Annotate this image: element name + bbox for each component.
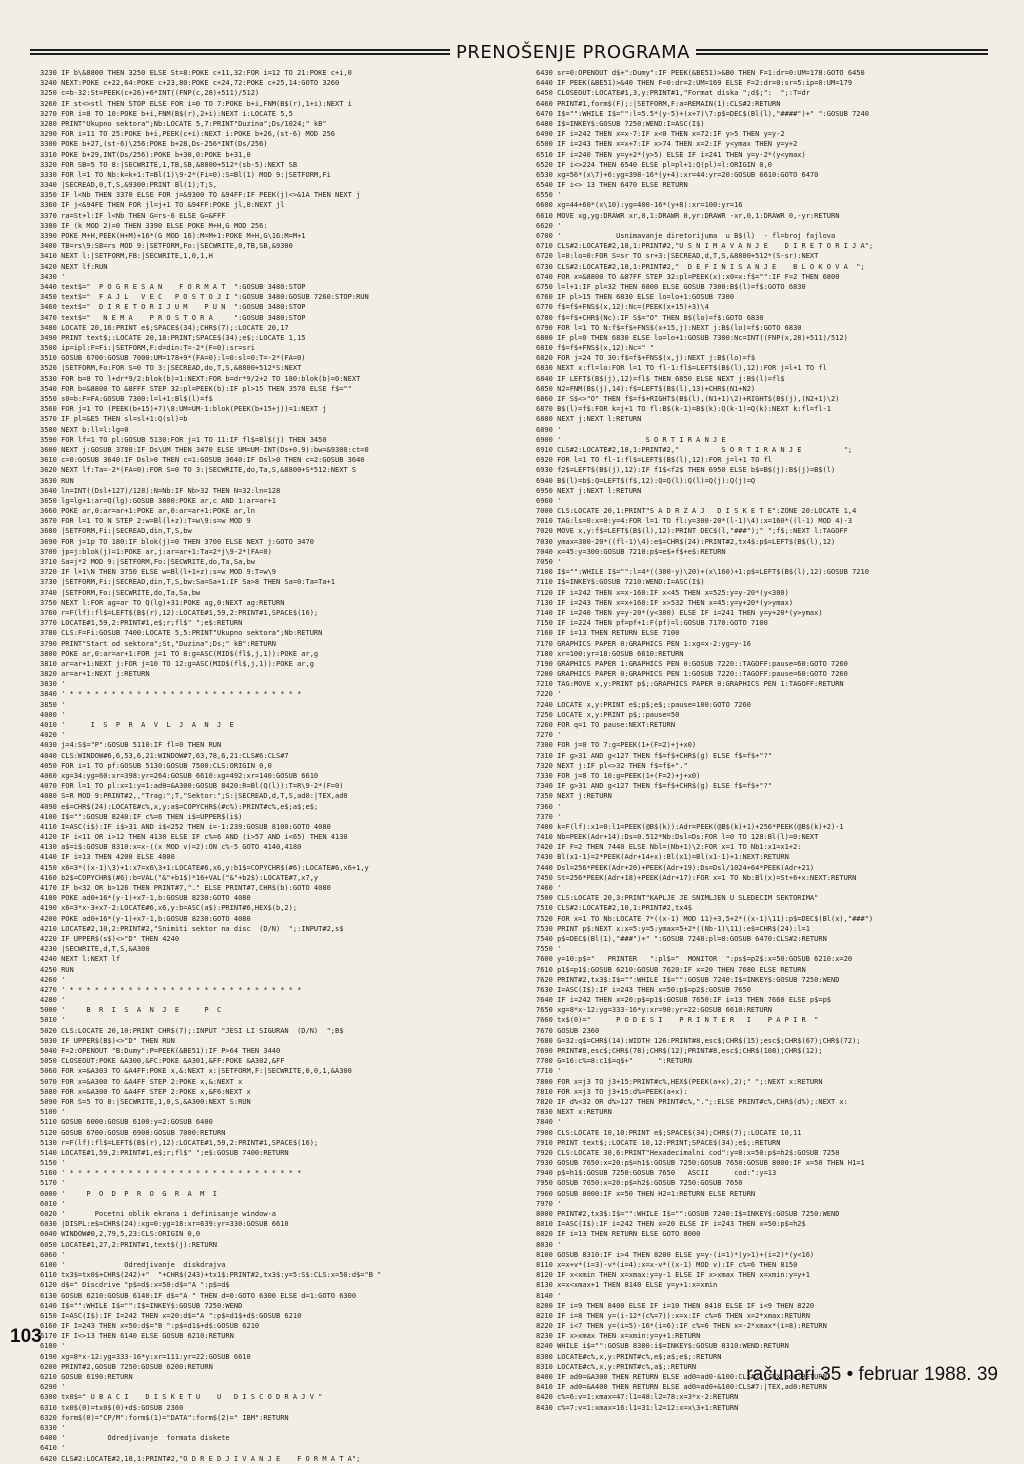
code-line: 3780 CLS:F=Fi:GOSUB 7400:LOCATE 5,5:PRINT"Ukupno sektora";Nb:RETURN [40, 629, 323, 638]
code-line: 7530 PRINT p$:NEXT x:x=5:y=5:ymax=5+2*((Nb-1)\11):e$=CHR$(24):l=1 [536, 924, 810, 933]
code-line: 7160 IF i=13 THEN RETURN ELSE 7100 [536, 629, 680, 638]
code-line: 3790 PRINT"Start od sektora";St,"Duzina";Ds;" kB":RETURN [40, 639, 277, 648]
code-line: 7680 G=32:q$=CHR$(14):WIDTH 126:PRINT#8,esc$;CHR$(15);esc$;CHR$(67);CHR$(72); [536, 1036, 861, 1045]
code-line: 6550 ' [536, 191, 562, 200]
code-line: 8120 IF x<xmin THEN x=xmax:y=y-1 ELSE IF x>xmax THEN x=xmin:y=y+1 [536, 1271, 810, 1280]
code-line: 4250 RUN [40, 965, 74, 974]
code-line: 6470 I$="":WHILE I$="":l=5.5*(y-5)+(x+7)\7:p$=DEC$(Bl(l),"####")+" ":GOSUB 7240 [536, 109, 869, 118]
code-line: 4120 IF i<11 OR i>12 THEN 4130 ELSE IF c%=6 AND (i>57 AND i<65) THEN 4130 [40, 833, 348, 842]
code-line: 7940 p$=h1$:GOSUB 7250:GOSUB 7650 ASCII cod:":y=13 [536, 1169, 777, 1178]
code-line: 7960 GOSUB 8000:IF x=50 THEN H2=1:RETURN ELSE RETURN [536, 1189, 756, 1198]
code-line: 5080 FOR x=&A300 TO &A4FF STEP 2:POKE x,&F6:NEXT x [40, 1087, 251, 1096]
code-line: 7920 CLS:LOCATE 30,6:PRINT"Hexadecimalni cod":y=8:x=50:p$=h2$:GOSUB 7250 [536, 1148, 840, 1157]
code-line: 4040 CLS:WINDOW#6,6,53,6,21:WINDOW#7,63,78,6,21:CLS#6:CLS#7 [40, 751, 289, 760]
code-line: 4060 xg=34:yg=60:xr=398:yr=264:GOSUB 6610:xg=492:xr=140:GOSUB 6610 [40, 771, 319, 780]
code-line: 6020 ' Pocetni oblik ekrana i definisanje window-a [40, 1210, 277, 1218]
code-line: 7840 ' [536, 1118, 562, 1127]
code-line: 8010 I=ASC(I$):IF i=242 THEN x=20 ELSE IF i=243 THEN x=50:p$=h2$ [536, 1220, 806, 1229]
code-line: 7110 I$=INKEY$:GOSUB 7210:WEND:I=ASC(I$) [536, 578, 705, 587]
code-line: 5160 ' * * * * * * * * * * * * * * * * * * * * * * * * * * * * [40, 1169, 302, 1178]
code-line: 3800 POKE ar,0:ar=ar+1:FOR j=1 TO 8:g=ASC(MID$(fl$,j,1)):POKE ar,g [40, 649, 319, 658]
code-line: 6960 ' [536, 496, 562, 505]
code-line: 3510 GOSUB 6700:GOSUB 7000:UM=178+9*(FA=0):l=0:sl=0:T=-2*(FA=0) [40, 354, 306, 363]
code-line: 5170 ' [40, 1179, 66, 1188]
code-line: 4220 IF UPPER$(s$)<>"D" THEN 4240 [40, 934, 180, 943]
code-line: 3280 PRINT"Ukupno sektora";Nb:LOCATE 5,7:PRINT"Duzina";Ds/1024;" kB" [40, 119, 327, 128]
code-line: 3490 PRINT text$;:LOCATE 20,18:PRINT;SPACE$(34);e$;:LOCATE 1,15 [40, 333, 306, 342]
code-line: 3250 c=b-32:St=PEEK(c+26)+6*INT((FNP(c,28)+511)/512) [40, 89, 260, 98]
code-line: 7310 IF g>31 AND g<127 THEN f$=f$+CHR$(g) ELSE f$=f$+"?" [536, 751, 773, 760]
code-line: 6870 B$(l)=f$:FOR k=j+1 TO fl:B$(k-1)=B$(k):Q(k-1)=Q(k):NEXT k:fl=fl-1 [536, 405, 832, 414]
code-line: 7430 Bl(x1-1)=2*PEEK(Adr+14+x):Bl(x1)=Bl(x1-1)+1:NEXT:RETURN [536, 853, 789, 862]
code-line: 7030 ymax=300-20*((fl-1)\4):e$=CHR$(24):PRINT#2,tx4$:p$=LEFT$(B$(l),12) [536, 537, 836, 546]
code-line: 7440 Dsl=256*PEEK(Adr+20)+PEEK(Adr+19):Ds=Dsl/1024+64*PEEK(Adr+21) [536, 863, 815, 872]
code-line: 6940 B$(l)=b$:Q=LEFT$(f$,12):Q=Q(l):Q(l)=Q(j):Q(j)=Q [536, 476, 756, 485]
code-line: 6520 IF i<>224 THEN 6540 ELSE pl=pl+1:Q(pl)=l:ORIGIN 0,0 [536, 160, 773, 169]
code-line: 7050 ' [536, 558, 562, 566]
magazine-issue: računari 35 • februar 1988. 39 [746, 1364, 998, 1385]
code-line: 6950 NEXT j:NEXT l:RETURN [536, 486, 642, 495]
code-line: 5050 CLOSEOUT:POKE &A300,&FC:POKE &A301,&FF:POKE &A302,&FF [40, 1057, 285, 1066]
code-line: 3530 FOR b=0 TO l+dr*9/2:blok(b)=1:NEXT:FOR b=dr*9/2+2 TO 180:blok(b)=0:NEXT [40, 374, 361, 383]
code-line: 6830 NEXT x:fl=lo:FOR l=1 TO fl-1:fl$=LEFT$(B$(l),12):FOR j=l+1 TO fl [536, 364, 827, 373]
code-line: 7830 NEXT x:RETURN [536, 1108, 612, 1117]
code-line: 7210 TAG:MOVE x,y:PRINT p$;:GRAPHICS PAPER 0:GRAPHICS PEN 1:TAGOFF:RETURN [536, 680, 844, 689]
code-line: 6200 PRINT#2,GOSUB 7250:GOSUB 6200:RETURN [40, 1362, 213, 1371]
code-line: 6750 l=l+1:IF pl=32 THEN 6800 ELSE GOSUB 7300:B$(l)=f$:GOTO 6830 [536, 282, 806, 291]
code-line: 7010 TAG:ls=0:x=0:y=4:FOR l=1 TO fl:y=300-20*(l-1)\4):x=160*((l-1) MOD 4)-3 [536, 517, 853, 526]
code-line: 3610 c=0:GOSUB 3640:IF Dsl>0 THEN c=1:GOSUB 3640:IF Dsl>0 THEN c=2:GOSUB 3640 [40, 456, 365, 465]
code-line: 7670 GOSUB 2360 [536, 1026, 600, 1035]
code-line: 3360 IF j<&94FE THEN FOR jl=j+1 TO &94FF:POKE jl,0:NEXT jl [40, 201, 285, 210]
code-line: 8430 c%=7:v=1:xmax=16:l1=31:l2=12:x=x\3+1:RETURN [536, 1403, 739, 1412]
code-line: 5000 ' B R I S A N J E P C [40, 1006, 222, 1015]
code-line: 7690 PRINT#8,esc$;CHR$(78);CHR$(12);PRINT#8,esc$;CHR$(108);CHR$(12); [536, 1047, 823, 1055]
code-line: 6710 CLS#2:LOCATE#2,18,1:PRINT#2,"U S N I M A V A N J E D I R E T O R I J A"; [536, 242, 874, 251]
code-line: 7510 CLS#2:LOCATE#2,10,1:PRINT#2,tx4$ [536, 904, 692, 913]
code-line: 7930 GOSUB 7650:x=20:p$=h1$:GOSUB 7250:GOSUB 7650:GOSUB 8000:IF x=50 THEN H1=1 [536, 1159, 865, 1168]
code-line: 3680 |SETFORM,Fi:|SECREAD,din,T,S,bw [40, 527, 192, 536]
code-line: 6730 CLS#2:LOCATE#2,18,1:PRINT#2," D E F I N I S A N J E B L O K O V A "; [536, 262, 865, 271]
code-line: 7180 xr=100:yr=18:GOSUB 6610:RETURN [536, 649, 684, 658]
code-line: 7040 x=45:y=300:GOSUB 7210:p$=e$+f$+e$:RETURN [536, 547, 726, 556]
code-line: 3630 RUN [40, 476, 74, 485]
code-line: 6930 f2$=LEFT$(B$(j),12):IF f1$<f2$ THEN 6950 ELSE b$=B$(j):B$(j)=B$(l) [536, 466, 836, 475]
code-line: 7340 IF g>31 AND g<127 THEN f$=f$+CHR$(g) ELSE f$=f$+"?" [536, 782, 773, 791]
code-line: 3460 text$=" D I R E T O R I J U M P U N ":GOSUB 3480:STOP [40, 303, 306, 312]
code-line: 6170 IF I<>13 THEN 6140 ELSE GOSUB 6210:RETURN [40, 1332, 234, 1341]
code-line: 5070 FOR x=&A300 TO &A4FF STEP 2:POKE x,&:NEXT x [40, 1077, 243, 1086]
code-line: 7170 GRAPHICS PAPER 0:GRAPHICS PEN 1:xg=x-2:yg=y-16 [536, 639, 751, 648]
code-line: 8200 IF i=9 THEN 8400 ELSE IF i=10 THEN 8410 ELSE IF i<9 THEN 8220 [536, 1301, 815, 1310]
code-line: 6860 IF S$<>"O" THEN f$=f$+RIGHT$(B$(l),(N1+1)\2)+RIGHT$(B$(j),(N2+1)\2) [536, 395, 840, 403]
code-line: 4200 POKE ad0+16*(y-1)+x7-1,b:GOSUB 8230:GOTO 4080 [40, 914, 251, 923]
code-line: 6300 tx0$=" U B A C I D I S K E T U U D I S C O D R A J V " [40, 1393, 323, 1402]
code-line: 8420 c%=6:v=1:xmax=47:l1=48:l2=78:x=3*x-2:RETURN [536, 1393, 739, 1402]
code-line: 8220 IF i<7 THEN y=(i=5)-16*(i=6):IF c%=6 THEN x=-2*xmax*(i=8):RETURN [536, 1322, 827, 1331]
code-line: 4240 NEXT l:NEXT lf [40, 955, 121, 964]
code-line: 4190 x6=3*x-3+x7-2:LOCATE#6,x6,y:b=ASC(a$):PRINT#6,HEX$(b,2); [40, 904, 298, 913]
code-line: 7550 ' [536, 945, 562, 954]
code-line: 3810 ar=ar+1:NEXT j:FOR j=10 TO 12:g=ASC(MID$(fl$,j,1)):POKE ar,g [40, 659, 314, 668]
code-line: 6770 f$=f$+FNS$(x,12):Nc=(PEEK(x+15)+3)\4 [536, 303, 709, 312]
code-line: 3850 ' [40, 700, 66, 709]
code-line: 4070 FOR l=1 TO pl:x=1:y=1:ad0=&A300:GOSUB 8420:R=Bl(Q(l)):T=R\9-2*(F=0) [40, 782, 344, 791]
code-line: 5110 GOSUB 6000:GOSUB 6100:y=2:GOSUB 6400 [40, 1118, 213, 1127]
code-line: 4150 x6=3*((x-1)\3)+1:x7=x6\3+1:LOCATE#6,x6,y:b1$=COPYCHR$(#6):LOCATE#6,x6+1,y [40, 863, 369, 872]
code-line: 7300 FOR j=0 TO 7:g=PEEK(1+(F=2)+j+x0) [536, 741, 697, 750]
code-line: 3390 POKE M+H,PEEK(H+M)+16*(G MOD 16):M=M+1:POKE M+H,G\16:M=M+1 [40, 232, 306, 240]
page-number: 103 [10, 1326, 42, 1347]
code-line: 6130 GOSUB 6210:GOSUB 6140:IF d$="A " THEN d=0:GOTO 6300 ELSE d=1:GOTO 6300 [40, 1291, 357, 1300]
code-line: 8110 x=x+v*(i=3)-v*(i=4):x=x-v*((x-1) MOD v):IF c%=6 THEN 8150 [536, 1260, 798, 1269]
code-line: 6910 CLS#2:LOCATE#2,18,1:PRINT#2," S O R T I R A N J E "; [536, 445, 853, 454]
code-line: 6100 ' Odredjivanje diskdrajva [40, 1260, 226, 1269]
code-line: 4010 ' I S P R A V L J A N J E [40, 721, 234, 729]
code-line: 3240 NEXT:POKE c+22,64:POKE c+23,80:POKE c+24,72:POKE c+25,14:GOTO 3260 [40, 79, 340, 88]
code-line: 3690 FOR j=1p TO 180:IF blok(j)=0 THEN 3700 ELSE NEXT j:GOTO 3470 [40, 537, 314, 546]
code-line: 7420 IF F=2 THEN 7440 ELSE Nbl=(Nb+1)\2:FOR x=1 TO Nb1:x1=x1+2: [536, 843, 802, 852]
code-line: 6050 LOCATE#1,27,2:PRINT#1,text$(j):RETURN [40, 1240, 218, 1249]
code-line: 4030 j=4:S$="P":GOSUB 5110:IF fl=0 THEN RUN [40, 741, 222, 750]
code-line: 6700 ' Usnimavanje diretorijuma u B$(l) - fl=broj fajlova [536, 232, 836, 240]
code-line: 6720 l=0:lo=0:FOR S=sr TO sr+3:|SECREAD,d,T,S,&8800+512*(S-sr):NEXT [536, 252, 819, 261]
code-line: 3820 ar=ar+1:NEXT j:RETURN [40, 670, 150, 679]
code-line: 8030 ' [536, 1240, 562, 1249]
code-line: 5040 F=2:OPENOUT "B:Dumy":P=PEEK(&BE51):IF P>64 THEN 3440 [40, 1047, 281, 1055]
code-line: 6810 f$=f$+FNS$(x,12):Nc=" " [536, 344, 655, 353]
code-line: 8240 WHILE i$="":GOSUB 8300:i$=INKEY$:GOSUB 8310:WEND:RETURN [536, 1342, 789, 1351]
code-line: 6180 ' [40, 1342, 66, 1351]
code-line: 6740 FOR x=&8800 TO &87FF STEP 32:pl=PEEK(x):x0=x:f$="":IF F=2 THEN 6800 [536, 272, 840, 281]
code-line: 7950 GOSUB 7650:x=20:p$=h2$:GOSUB 7250:GOSUB 7650 [536, 1179, 743, 1188]
code-line: 7520 FOR x=1 TO Nb:LOCATE 7*((x-1) MOD 11)+3,5+2*((x-1)\11):p$=DEC$(Bl(x),"###") [536, 914, 874, 923]
code-line: 7540 p$=DEC$(Bl(1),"###")+" ":GOSUB 7240:pl=0:GOSUB 6470:CLS#2:RETURN [536, 934, 827, 943]
code-line: 3270 FOR i=8 TO 10:POKE b+i,FNM(B$(r),2+i):NEXT i:LOCATE 5,5 [40, 109, 293, 118]
code-line: 5120 GOSUB 6700:GOSUB 6900:GOSUB 7000:RETURN [40, 1128, 226, 1137]
code-line: 7140 IF i=240 THEN y=y-20*(y<300) ELSE IF i=241 THEN y=y+20*(y>ymax) [536, 608, 823, 617]
code-line: 5140 LOCATE#1,59,2:PRINT#1,e$;r;fl$" ";e$:GOSUB 7400:RETURN [40, 1148, 289, 1157]
code-line: 6880 NEXT j:NEXT l:RETURN [536, 415, 642, 424]
code-line: 6850 N2=FNM(B$(j),14):f$=LEFT$(B$(l),13)+CHR$(N1+N2) [536, 384, 756, 393]
code-line: 5150 ' [40, 1159, 66, 1168]
section-title: PRENOŠENJE PROGRAMA [450, 42, 696, 63]
code-line: 7630 I=ASC(I$):IF i=243 THEN x=50:p$=p2$:GOSUB 7650 [536, 985, 751, 994]
code-line: 6600 xg=44+60*(x\10):yg=400-16*(y+8):xr=100:yr=16 [536, 201, 743, 210]
code-line: 7970 ' [536, 1199, 562, 1208]
code-line: 6320 form$(0)="CP/M":form$(1)="DATA":form$(2)=" IBM":RETURN [40, 1413, 289, 1422]
code-line: 3230 IF b\&8800 THEN 3250 ELSE St=8:POKE c+11,32:FOR i=12 TO 21:POKE c+i,0 [40, 69, 352, 77]
code-line: 6110 tx3$=tx0$+CHR$(242)+" "+CHR$(243)+tx1$:PRINT#2,tx3$:y=5:S$:CLS:x=50:d$="B " [40, 1271, 382, 1280]
code-line: 7220 ' [536, 690, 562, 699]
code-line: 3330 FOR l=1 TO Nb:k=k+1:T=Bl(1)\9-2*(Fi=0):S=Bl(1) MOD 9:|SETFORM,Fi [40, 170, 331, 179]
code-line: 3840 ' * * * * * * * * * * * * * * * * * * * * * * * * * * * * [40, 690, 302, 699]
code-line: 7200 GRAPHICS PAPER 0:GRAPHICS PEN 1:GOSUB 7220::TAGOFF:pause=60:GOTO 7260 [536, 670, 848, 679]
code-line: 5030 IF UPPER$(B$)<>"D" THEN RUN [40, 1036, 175, 1045]
code-line: 6800 IF pl=0 THEN 6830 ELSE lo=lo+1:GOSUB 7300:Nc=INT((FNP(x,28)+511)/512) [536, 333, 848, 342]
code-line: 7810 FOR x=j3 TO j3+15:d%=PEEK(a+x): [536, 1087, 688, 1096]
code-line: 4100 I$="":GOSUB 8240:IF c%=6 THEN i$=UPPER$(i$) [40, 812, 243, 821]
code-line: 3320 FOR SB=5 TO 8:|SECWRITE,1,TB,SB,&8800+512*(sb-5):NEXT SB [40, 160, 298, 169]
code-line: 3750 NEXT l:FOR ag=ar TO Q(lg)+31:POKE ag,0:NEXT ag:RETURN [40, 598, 285, 607]
code-line: 6780 f$=f$+CHR$(Nc):IF S$="O" THEN B$(lo)=f$:GOTO 6830 [536, 313, 764, 322]
code-line: 7360 ' [536, 802, 562, 811]
code-line: 6120 d$=" Discdrive "p$=d$:x=50:d$="A ":p$=d$ [40, 1281, 230, 1290]
code-line: 7100 I$="":WHILE I$="":l=4*((300-y)\20)+(x\160)+1:p$=LEFT$(B$(l),12):GOSUB 7210 [536, 568, 869, 577]
code-line: 6440 IF PEEK(&BE51)>&40 THEN F=0:dr=2:UM=169 ELSE F=2:dr=0:sr=5:ip=0:UM=179 [536, 79, 853, 88]
code-line: 8210 IF i=8 THEN y=(i-12*(c%=7)):x=x:IF c%=6 THEN x=2*xmax:RETURN [536, 1311, 810, 1320]
code-line: 4130 a$=i$:GOSUB 8310:x=x-((x MOD v)=2):ON c%-5 GOTO 4140,4180 [40, 843, 302, 852]
code-line: 4170 IF b<32 OR b>126 THEN PRINT#7,"." ELSE PRINT#7,CHR$(b):GOTO 4080 [40, 884, 331, 892]
code-line: 6400 ' Odredjivanje formata diskete [40, 1434, 230, 1443]
code-line: 3650 lg=lg+1:ar=Q(lg):GOSUB 3800:POKE ar,c AND 1:ar=ar+1 [40, 496, 277, 505]
code-line: 7130 IF i=243 THEN x=x+160:IF x>532 THEN x=45:y=y+20*(y>ymax) [536, 598, 794, 607]
code-line: 4140 IF i=13 THEN 4200 ELSE 4080 [40, 853, 175, 862]
code-line: 8130 x=x<xmax+1 THEN 8140 ELSE y=y+1:x=xmin [536, 1281, 718, 1290]
code-line: 6420 CLS#2:LOCATE#2,18,1:PRINT#2,"O D R E D J I V A N J E F O R M A T A"; [40, 1454, 361, 1463]
code-line: 4270 ' * * * * * * * * * * * * * * * * * * * * * * * * * * * * [40, 985, 302, 994]
code-line: 4110 I=ASC(i$):IF i$>31 AND i$<252 THEN i=-1:239:GOSUB 8100:GOTO 4080 [40, 822, 331, 831]
code-line: 6330 ' [40, 1423, 66, 1432]
code-line: 4090 e$=CHR$(24):LOCATE#c%,x,y:a$=COPYCHR$(#c%):PRINT#c%,e$;a$;e$; [40, 802, 319, 811]
code-line: 6540 IF i<> 13 THEN 6470 ELSE RETURN [536, 181, 688, 190]
code-line: 6890 ' [536, 425, 562, 434]
code-line: 3410 NEXT l:|SETFORM,FB:|SECWRITE,1,0,1,H [40, 252, 213, 261]
code-line: 6310 tx0$(0)=tx0$(0)+d$:GOSUB 2360 [40, 1403, 184, 1412]
code-line: 6490 IF i=242 THEN x=x-7:IF x<0 THEN x=72:IF y>5 THEN y=y-2 [536, 130, 785, 139]
code-line: 3760 r=F(lf):fl$=LEFT$(B$(r),12):LOCATE#1,59,2:PRINT#1,SPACE$(16); [40, 608, 319, 617]
code-line: 7250 LOCATE x,y:PRINT p$;:pause=50 [536, 710, 680, 719]
code-line: 3350 IF l<Nb THEN 3370 ELSE FOR j=&9300 TO &94FF:IF PEEK(j)<>&1A THEN NEXT j [40, 191, 361, 200]
code-line: 3480 LOCATE 20,16:PRINT e$;SPACE$(34);CHR$(7);:LOCATE 20,17 [40, 323, 289, 332]
code-line: 3580 NEXT b:ll=l:lg=0 [40, 425, 129, 434]
code-line: 6530 xg=56*(x\7)+6:yg=398-16*(y+4):xr=44:yr=20:GOSUB 6610:GOTO 6470 [536, 170, 819, 179]
code-line: 6000 ' P O D P R O G R A M I [40, 1189, 218, 1198]
code-line: 3440 text$=" P O G R E S A N F O R M A T ":GOSUB 3480:STOP [40, 282, 306, 291]
code-line: 6620 ' [536, 221, 562, 230]
code-line: 7610 p1$=p1$:GOSUB 6210:GOSUB 7620:IF x=20 THEN 7680 ELSE RETURN [536, 965, 806, 974]
code-line: 7450 St=256*PEEK(Adr+18)+PEEK(Adr+17):FOR x=1 TO Nb:Bl(x)=St+6+x:NEXT:RETURN [536, 873, 857, 882]
code-line: 7500 CLS:LOCATE 20,3:PRINT"KAPLJE JE SNIMLJEN U SLEDECIM SEKTORIMA" [536, 894, 819, 903]
code-line: 3710 Sa=j*2 MOD 9:|SETFORM,Fo:|SECWRITE,do,Ta,Sa,bw [40, 558, 255, 566]
code-line: 4260 ' [40, 975, 66, 984]
code-line: 3400 TB=rs\9:SB=rs MOD 9:|SETFORM,Fo:|SECWRITE,0,TB,SB,&9300 [40, 242, 293, 251]
code-line: 7910 PRINT text$;:LOCATE 10,12:PRINT;SPACE$(34);e$;:RETURN [536, 1138, 781, 1147]
code-line: 6010 ' [40, 1199, 66, 1208]
code-line: 5100 ' [40, 1108, 66, 1117]
code-line: 6610 MOVE xg,yg:DRAWR xr,0,1:DRAWR 0,yr:DRAWR -xr,0,1:DRAWR 0,-yr:RETURN [536, 211, 840, 220]
code-line: 4210 LOCATE#2,10,2:PRINT#2,"Snimiti sektor na disc (D/N) ";:INPUT#2,s$ [40, 924, 344, 933]
code-line: 7410 Nb=PEEK(Adr+14):Ds=0.512*Nb:Dsl=Ds:FOR l=0 TO 128:Bl(l)=0:NEXT [536, 833, 819, 842]
code-line: 3700 jp=j:blok(j)=1:POKE ar,j:ar=ar+1:Ta=2*j\9-2*(FA=0) [40, 547, 272, 556]
code-line: 7240 LOCATE x,y:PRINT e$;p$;e$;:pause=100:GOTO 7260 [536, 700, 751, 709]
listing-left-column [40, 68, 518, 1463]
code-line: 6060 ' [40, 1250, 66, 1259]
code-line: 8000 PRINT#2,tx3$:I$="":WHILE I$="":GOSUB 7240:I$=INKEY$:GOSUB 7250:WEND [536, 1210, 840, 1218]
code-line: 7020 MOVE x,y:f$=LEFT$(B$(l),12):PRINT DEC$(l,"###");" ";f$;:NEXT l:TAGOFF [536, 527, 848, 536]
code-line: 4050 FOR i=1 TO pf:GOSUB 5130:GOSUB 7500:CLS:ORIGIN 0,0 [40, 761, 272, 770]
code-line: 7700 G=16:c%=8:c1$=q$+" ":RETURN [536, 1057, 692, 1066]
code-line: 3600 NEXT j:GOSUB 3780:IF Ds\UM THEN 3470 ELSE UM=UM-INT(Ds+0.9):bw=&9300:ct=0 [40, 445, 369, 454]
code-line: 7190 GRAPHICS PAPER 1:GRAPHICS PEN 0:GOSUB 7220::TAGOFF:pause=60:GOTO 7260 [536, 659, 848, 668]
code-line: 8300 LOCATE#c%,x,y:PRINT#c%,e$;a$;e$;:RETURN [536, 1352, 722, 1361]
code-line: 8410 IF ad0=&A400 THEN RETURN ELSE ad0=ad0+&100:CLS#7:|TEX,ad0:RETURN [536, 1383, 827, 1392]
code-line: 6430 sr=0:OPENOUT d$+":Dumy":IF PEEK(&BE51)>&B0 THEN F=1:dr=0:UM=178:GOTO 6450 [536, 69, 865, 77]
code-line: 3560 FOR j=1 TO (PEEK(b+15)+7)\8:UM=UM-1:blok(PEEK(b+15+j))=1:NEXT j [40, 405, 327, 414]
code-line: 6140 I$="":WHILE I$="":I$=INKEY$:GOSUB 7250:WEND [40, 1301, 243, 1310]
code-line: 7350 NEXT j:RETURN [536, 792, 612, 801]
code-line: 6210 GOSUB 6190:RETURN [40, 1373, 133, 1381]
code-line: 3720 IF l+1\N THEN 3750 ELSE w=Bl(l+1+z):s=w MOD 9:T=w\9 [40, 568, 277, 577]
code-line: 4180 POKE ad0+16*(y-1)+x7-1,b:GOSUB 8230:GOTO 4080 [40, 894, 251, 903]
code-line: 4000 ' [40, 710, 66, 719]
code-line: 4230 |SECWRITE,d,T,S,&A300 [40, 945, 150, 954]
code-line: 6480 I$=INKEY$:GOSUB 7250:WEND:I=ASC(I$) [536, 119, 705, 128]
code-line: 3340 |SECREAD,0,T,S,&9300:PRINT Bl(1);T;S, [40, 181, 218, 190]
code-line: 3670 FOR l=1 TO N STEP 2:w=Bl(l+z):T=w\9:s=w MOD 9 [40, 517, 251, 526]
code-line: 3640 ln=INT((Dsl+127)/128):N=Nb:IF Nb>32 THEN N=32:ln=128 [40, 486, 281, 495]
code-line: 3420 NEXT lf:RUN [40, 262, 108, 271]
code-line: 7120 IF i=242 THEN x=x-160:IF x<45 THEN x=525:y=y-20*(y<300) [536, 588, 789, 597]
code-line: 7800 FOR x=j3 TO j3+15:PRINT#c%,HEX$(PEEK(a+x),2);" ";:NEXT x:RETURN [536, 1077, 823, 1086]
code-line: 3550 s0=b:F=FA:GOSUB 7300:l=l+1:Bl$(l)=f$ [40, 395, 213, 403]
code-line: 4020 ' [40, 731, 66, 740]
code-line: 6840 IF LEFT$(B$(j),12)=fl$ THEN 6850 ELSE NEXT j:B$(l)=fl$ [536, 374, 785, 383]
code-line: 3290 FOR i=11 TO 25:POKE b+i,PEEK(c+i):NEXT i:POKE b+26,(st-6) MOD 256 [40, 130, 336, 139]
code-line: 6030 |DISPL:e$=CHR$(24):xg=0:yg=18:xr=639:yr=330:GOSUB 6610 [40, 1220, 289, 1229]
code-line: 3370 ra=St+l:IF l<Nb THEN G=rs-6 ELSE G=&FFF [40, 211, 226, 220]
code-line: 3430 ' [40, 272, 66, 281]
code-line: 6450 CLOSEOUT:LOCATE#1,3,y:PRINT#1,"Format diska ";d$;": ";:T=dr [536, 89, 810, 98]
code-line: 3660 POKE ar,0:ar=ar+1:POKE ar,0:ar=ar+1:POKE ar,ln [40, 507, 255, 516]
code-line: 7820 IF d%<32 OR d%>127 THEN PRINT#c%,".";:ELSE PRINT#c%,CHR$(d%);:NEXT x: [536, 1097, 848, 1106]
code-line: 7150 IF i=224 THEN pf=pf+1:F(pf)=l:GOSUB 7170:GOTO 7100 [536, 619, 768, 628]
code-line: 8020 IF i=13 THEN RETURN ELSE GOTO 8000 [536, 1230, 701, 1239]
code-line: 6460 PRINT#1,form$(F);:|SETFORM,F:a=REMAIN(1):CLS#2:RETURN [536, 99, 781, 108]
code-line: 7270 ' [536, 731, 562, 740]
code-line: 3740 |SETFORM,Fo:|SECWRITE,do,Ta,Sa,bw [40, 588, 201, 597]
code-line: 6760 IF pl>15 THEN 6830 ELSE lo=lo+1:GOSUB 7300 [536, 293, 735, 302]
page-header [30, 40, 988, 62]
code-line: 8310 LOCATE#c%,x,y:PRINT#c%,a$;:RETURN [536, 1362, 697, 1371]
code-line: 7620 PRINT#2,tx3$:I$="":WHILE I$="":GOSUB 7240:I$=INKEY$:GOSUB 7250:WEND [536, 975, 840, 984]
code-line: 5090 FOR S=5 TO 8:|SECWRITE,1,0,S,&A300:NEXT S:RUN [40, 1097, 251, 1106]
code-line: 3770 LOCATE#1,59,2:PRINT#1,e$;r;fl$" ";e$:RETURN [40, 619, 243, 628]
code-line: 7400 k=F(lf):x1=0:l1=PEEK(@B$(k)):Adr=PEEK(@B$(k)+1)+256*PEEK(@B$(k)+2)-1 [536, 822, 844, 831]
code-line: 7000 CLS:LOCATE 20,1:PRINT"S A D R Z A J D I S K E T E":ZONE 20:LOCATE 1,4 [536, 507, 857, 516]
code-line: 3830 ' [40, 680, 66, 689]
code-line: 3470 text$=" N E M A P R O S T O R A ":GOSUB 3480:STOP [40, 313, 306, 322]
code-line: 7600 y=10:p$=" PRINTER ":pl$=" MONITOR ":ps$=p2$:x=50:GOSUB 6210:x=20 [536, 955, 853, 964]
code-line: 6920 FOR l=1 TO fl-1:fl$=LEFT$(B$(l),12):FOR j=l+1 TO fl [536, 456, 773, 465]
code-line: 6190 xg=8*x-12:yg=333-16*y:xr=111:yr=22:GOSUB 6610 [40, 1352, 251, 1361]
code-line: 6510 IF i=240 THEN y=y+2*(y>5) ELSE IF i=241 THEN y=y-2*(y<ymax) [536, 150, 806, 159]
code-line: 7640 IF i=242 THEN x=20:p$=p1$:GOSUB 7650:IF i=13 THEN 7660 ELSE p$=p$ [536, 996, 832, 1005]
code-line: 8230 IF x>xmax THEN x=xmin:y=y+1:RETURN [536, 1332, 701, 1341]
code-line: 5060 FOR x=&A303 TO &A4FF:POKE x,&:NEXT x:|SETFORM,F:|SECWRITE,0,0,1,&A300 [40, 1067, 352, 1076]
code-line: 7330 FOR j=8 TO 10:g=PEEK(1+(F=2)+j+x0) [536, 771, 701, 780]
code-line: 6790 FOR l=1 TO N:f$=f$+FNS$(x+15,j):NEXT j:B$(lo)=f$:GOTO 6830 [536, 323, 802, 332]
code-line: 6150 I=ASC(I$):IF I=242 THEN x=20:d$="A ":p$=d1$+d$:GOSUB 6210 [40, 1311, 302, 1320]
code-line: 6410 ' [40, 1444, 66, 1453]
code-line: 5020 CLS:LOCATE 20,10:PRINT CHR$(7);:INPUT "JESI LI SIGURAN (D/N) ";B$ [40, 1026, 344, 1035]
code-line: 7710 ' [536, 1067, 562, 1076]
code-line: 3520 |SETFORM,Fo:FOR S=0 TO 3:|SECREAD,do,T,S,&8800+512*S:NEXT [40, 364, 302, 373]
code-line: 7370 ' [536, 812, 562, 821]
code-line: 7460 ' [536, 884, 562, 892]
code-line: 3540 FOR b=&8800 TO &8FFF STEP 32:pl=PEEK(b):IF pl>15 THEN 3570 ELSE f$="" [40, 384, 352, 393]
code-line: 6900 ' S O R T I R A N J E [536, 435, 726, 444]
code-line: 3620 NEXT lf:Ta=-2*(FA=0):FOR S=0 TO 3:|SECWRITE,do,Ta,S,&8800+S*512:NEXT S [40, 466, 357, 475]
code-line: 4280 ' [40, 996, 66, 1005]
code-line: 3730 |SETFORM,Fi:|SECREAD,din,T,S,bw:Sa=Sa+1:IF Sa>8 THEN Sa=0:Ta=Ta+1 [40, 578, 336, 587]
code-line: 6500 IF i=243 THEN x=x+7:IF x>74 THEN x=2:IF y<ymax THEN y=y+2 [536, 140, 798, 149]
code-line: 5130 r=F(lf):fl$=LEFT$(B$(r),12):LOCATE#1,59,2:PRINT#1,SPACE$(16); [40, 1138, 319, 1147]
code-line: 7650 xg=8*x-12:yg=333-16*y:xr=90:yr=22:GOSUB 6610:RETURN [536, 1006, 773, 1015]
code-line: 6160 IF I=243 THEN x=50:d$="B ":p$=d1$+d$:GOSUB 6210 [40, 1322, 260, 1331]
code-line: 8100 GOSUB 8310:IF i>4 THEN 8200 ELSE y=y-(i=1)*(y>1)+(i=2)*(y<16) [536, 1250, 815, 1259]
code-line: 3590 FOR lf=1 TO pl:GOSUB 5130:FOR j=1 TO 11:IF fl$=Bl$(j) THEN 3450 [40, 435, 327, 444]
code-line: 3260 IF st<>stl THEN STOP ELSE FOR i=0 TO 7:POKE b+i,FNM(B$(r),1+i):NEXT i [40, 99, 352, 108]
code-line: 8400 IF ad0=&A300 THEN RETURN ELSE ad0=ad0-&100:CLS#7:|TEX,ad0:RETURN [536, 1373, 827, 1381]
code-line: 3310 POKE b+29,INT(Ds/256):POKE b+30,0:POKE b+31,0 [40, 150, 251, 159]
code-line: 6820 FOR j=24 TO 30:f$=f$+FNS$(x,j):NEXT j:B$(lo)=f$ [536, 354, 756, 363]
code-line: 8140 ' [536, 1291, 562, 1300]
code-line: 4080 S=R MOD 9:PRINT#2,,"Trag:";T,"Sektor:";S:|SECREAD,d,T,S,ad0:|TEX,ad0 [40, 792, 348, 801]
code-line: 7260 FOR q=1 TO pause:NEXT:RETURN [536, 721, 676, 729]
code-line: 7900 CLS:LOCATE 10,10:PRINT e$;SPACE$(34);CHR$(7);:LOCATE 10,11 [536, 1128, 802, 1137]
code-line: 3450 text$=" F A J L V E C P O S T O J I ":GOSUB 3480:GOSUB 7260:STOP:RUN [40, 293, 369, 302]
code-line: 7320 NEXT j:IF pl<>32 THEN f$=f$+"." [536, 761, 688, 770]
code-line: 7660 tx$(0)=" P O D E S I P R I N T E R I P A P I R " [536, 1016, 819, 1025]
code-line: 3500 ip=ipl:F=Fi:|SETFORM,F:d=din:T=-2*(F=0):sr=sri [40, 344, 255, 353]
code-line: 6040 WINDOW#0,2,79,5,23:CLS:ORIGIN 0,0 [40, 1230, 201, 1239]
code-line: 3300 POKE b+27,(st-6)\256:POKE b+28,Ds-256*INT(Ds/256) [40, 140, 268, 149]
code-line: 5010 ' [40, 1016, 66, 1025]
code-line: 3380 IF (k MOD 2)=0 THEN 3390 ELSE POKE M+H,G MOD 256: [40, 221, 268, 230]
code-line: 3570 IF pl=&E5 THEN sl=sl+1:Q(sl)=b [40, 415, 188, 424]
code-line: 6290 ' [40, 1383, 66, 1392]
code-line: 4160 b2$=COPYCHR$(#6):b=VAL("&"+b1$)*16+VAL("&"+b2$):LOCATE#7,x7,y [40, 873, 319, 882]
